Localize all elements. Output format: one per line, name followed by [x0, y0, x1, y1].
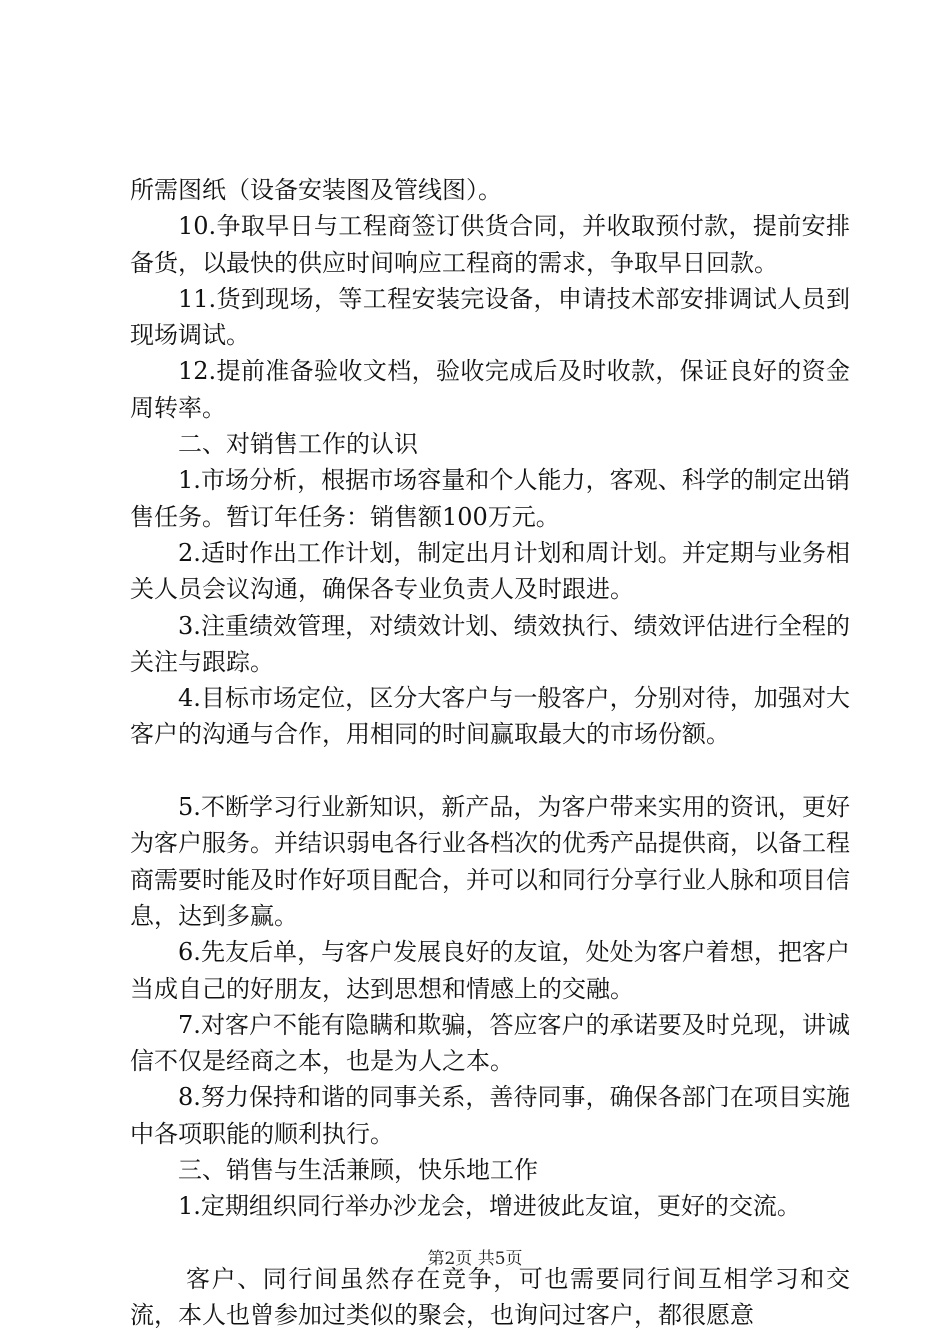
paragraph-competition: 客户、同行间虽然存在竞争，可也需要同行间互相学习和交流，本人也曾参加过类似的聚会，也询问过客户，都很愿意 — [130, 1264, 850, 1330]
paragraph-sales-1: 1.市场分析，根据市场容量和个人能力，客观、科学的制定出销售任务。暂订年任务：销售额100万元。 — [130, 466, 850, 531]
paragraph-item-12: 12.提前准备验收文档，验收完成后及时收款，保证良好的资金周转率。 — [130, 357, 850, 422]
section-heading-3: 三、销售与生活兼顾，快乐地工作 — [178, 1156, 538, 1185]
paragraph-sales-3: 3.注重绩效管理，对绩效计划、绩效执行、绩效评估进行全程的关注与跟踪。 — [130, 611, 850, 676]
paragraph-sales-5: 5.不断学习行业新知识，新产品，为客户带来实用的资讯，更好为客户服务。并结识弱电各行业各档次的优秀产品提供商，以备工程商需要时能及时作好项目配合，并可以和同行分享行业人脉和项目信息，达到多赢。 — [130, 793, 850, 930]
paragraph-drawings: 所需图纸（设备安装图及管线图）。 — [130, 176, 502, 204]
paragraph-item-11: 11.货到现场，等工程安装完设备，申请技术部安排调试人员到现场调试。 — [130, 284, 850, 350]
paragraph-sales-7: 7.对客户不能有隐瞒和欺骗，答应客户的承诺要及时兑现，讲诚信不仅是经商之本，也是为人之本。 — [130, 1010, 850, 1076]
section-heading-2: 二、对销售工作的认识 — [178, 430, 418, 459]
paragraph-item-10: 10.争取早日与工程商签订供货合同，并收取预付款，提前安排备货，以最快的供应时间响应工程商的需求，争取早日回款。 — [130, 212, 850, 277]
blank-line — [130, 753, 850, 789]
document-body — [130, 172, 850, 1334]
paragraph-sales-2: 2.适时作出工作计划，制定出月计划和周计划。并定期与业务相关人员会议沟通，确保各专业负责人及时跟进。 — [130, 538, 850, 604]
paragraph-sales-6: 6.先友后单，与客户发展良好的友谊，处处为客户着想，把客户当成自己的好朋友，达到思想和情感上的交融。 — [130, 938, 850, 1003]
paragraph-life-1: 1.定期组织同行举办沙龙会，增进彼此友谊，更好的交流。 — [178, 1192, 801, 1221]
paragraph-sales-4: 4.目标市场定位，区分大客户与一般客户，分别对待，加强对大客户的沟通与合作，用相同的时间赢取最大的市场份额。 — [130, 684, 850, 749]
paragraph-sales-8: 8.努力保持和谐的同事关系，善待同事，确保各部门在项目实施中各项职能的顺利执行。 — [130, 1083, 850, 1148]
page-number-footer: 第2页 共5页 — [427, 1249, 523, 1269]
